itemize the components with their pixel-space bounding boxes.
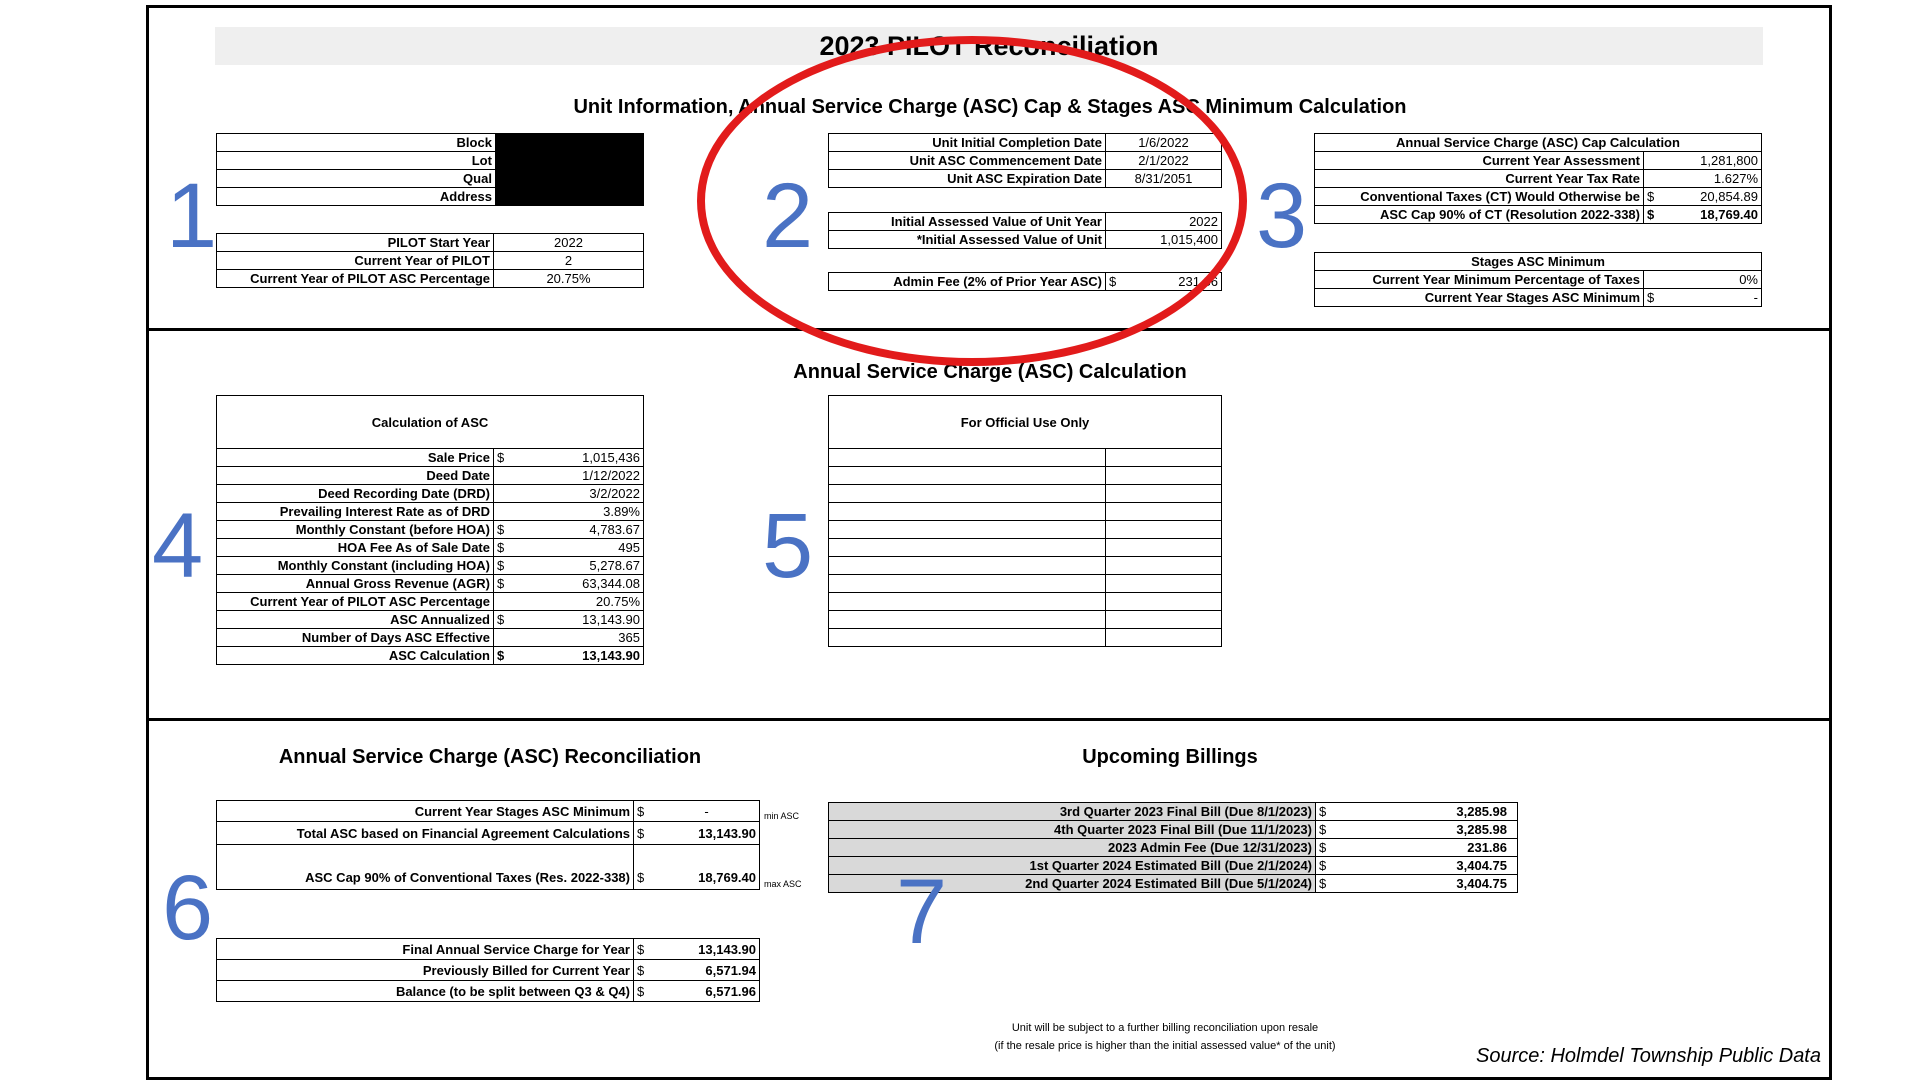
currency-symbol — [494, 629, 515, 647]
empty-cell[interactable] — [1106, 575, 1222, 593]
row-label: Total ASC based on Financial Agreement Calculations — [217, 822, 634, 845]
row-value: 1,015,400 — [1106, 231, 1222, 249]
currency-symbol: $ — [634, 960, 655, 981]
currency-symbol: $ — [1644, 188, 1661, 206]
table-title: For Official Use Only — [829, 396, 1222, 449]
row-value: 13,143.90 — [654, 939, 760, 960]
row-label: 3rd Quarter 2023 Final Bill (Due 8/1/2023) — [829, 803, 1316, 821]
section-divider-2 — [146, 718, 1832, 721]
table-row — [829, 539, 1222, 557]
row-label: Deed Recording Date (DRD) — [217, 485, 494, 503]
marker-7: 7 — [896, 861, 948, 963]
row-value: 20.75% — [494, 270, 644, 288]
redacted-value — [495, 134, 643, 152]
page-title: 2023 PILOT Reconciliation — [819, 31, 1159, 61]
row-label: Monthly Constant (including HOA) — [217, 557, 494, 575]
table-row — [217, 939, 760, 960]
row-label: ASC Calculation — [217, 647, 494, 665]
row-label: Monthly Constant (before HOA) — [217, 521, 494, 539]
table-row — [1315, 134, 1762, 152]
currency-symbol — [494, 503, 515, 521]
asc-cap-table — [1314, 133, 1762, 224]
currency-symbol: $ — [1316, 821, 1345, 839]
row-value: 8/31/2051 — [1106, 170, 1222, 188]
row-label: Deed Date — [217, 467, 494, 485]
row-label: *Initial Assessed Value of Unit — [829, 231, 1106, 249]
currency-symbol: $ — [634, 939, 655, 960]
table-row — [217, 845, 760, 890]
row-label: HOA Fee As of Sale Date — [217, 539, 494, 557]
empty-cell[interactable] — [1106, 557, 1222, 575]
table-row — [1315, 271, 1762, 289]
row-label: Current Year Stages ASC Minimum — [1315, 289, 1644, 307]
row-label: 2023 Admin Fee (Due 12/31/2023) — [829, 839, 1316, 857]
max-asc-tag: max ASC — [764, 879, 802, 889]
row-label: ASC Annualized — [217, 611, 494, 629]
heading-upcoming-billings: Upcoming Billings — [1082, 746, 1258, 768]
reconciliation-top-table — [216, 800, 760, 890]
table-title: Calculation of ASC — [217, 396, 644, 449]
empty-cell[interactable] — [829, 593, 1106, 611]
empty-cell[interactable] — [829, 629, 1106, 647]
table-row — [829, 521, 1222, 539]
currency-symbol: $ — [494, 539, 515, 557]
table-row — [829, 467, 1222, 485]
row-value: 63,344.08 — [514, 575, 644, 593]
row-label: Admin Fee (2% of Prior Year ASC) — [829, 273, 1106, 291]
marker-1: 1 — [166, 165, 218, 267]
currency-symbol: $ — [494, 449, 515, 467]
currency-symbol: $ — [1106, 273, 1127, 291]
table-row — [829, 449, 1222, 467]
table-row — [217, 575, 644, 593]
empty-cell[interactable] — [1106, 539, 1222, 557]
row-value: 3,404.75 — [1344, 857, 1518, 875]
row-value: 1,281,800 — [1660, 152, 1762, 170]
empty-cell[interactable] — [829, 467, 1106, 485]
empty-cell[interactable] — [829, 557, 1106, 575]
row-value: 5,278.67 — [514, 557, 644, 575]
marker-4: 4 — [152, 495, 204, 597]
reconciliation-bottom-table — [216, 938, 760, 1002]
table-row — [217, 981, 760, 1002]
table-row — [1315, 188, 1762, 206]
row-value: 4,783.67 — [514, 521, 644, 539]
row-value: 3.89% — [514, 503, 644, 521]
row-value: - — [1660, 289, 1762, 307]
row-label: Current Year of PILOT — [217, 252, 494, 270]
table-row — [829, 839, 1518, 857]
table-row — [829, 575, 1222, 593]
empty-cell[interactable] — [1106, 593, 1222, 611]
row-label: Current Year of PILOT ASC Percentage — [217, 270, 494, 288]
empty-cell[interactable] — [829, 485, 1106, 503]
empty-cell[interactable] — [829, 503, 1106, 521]
currency-symbol — [1644, 152, 1661, 170]
row-value: 20.75% — [514, 593, 644, 611]
row-label: Unit ASC Commencement Date — [829, 152, 1106, 170]
row-value: 2 — [494, 252, 644, 270]
currency-symbol: $ — [634, 801, 655, 822]
resale-note: Unit will be subject to a further billing reconciliation upon resale — [1011, 1022, 1319, 1034]
address-label: Address — [217, 188, 496, 206]
currency-symbol — [494, 593, 515, 611]
table-row — [217, 503, 644, 521]
row-label: Annual Gross Revenue (AGR) — [217, 575, 494, 593]
currency-symbol: $ — [634, 822, 655, 845]
row-label: Current Year Tax Rate — [1315, 170, 1644, 188]
row-value: 3/2/2022 — [514, 485, 644, 503]
row-value: 1,015,436 — [514, 449, 644, 467]
calculation-of-asc-table — [216, 395, 644, 665]
currency-symbol: $ — [1644, 289, 1661, 307]
table-row — [1315, 253, 1762, 271]
row-value: 1/12/2022 — [514, 467, 644, 485]
currency-symbol: $ — [494, 611, 515, 629]
unit-id-table — [216, 133, 644, 206]
pilot-info-table — [216, 233, 644, 288]
table-row — [217, 629, 644, 647]
row-label: Current Year of PILOT ASC Percentage — [217, 593, 494, 611]
empty-cell[interactable] — [1106, 485, 1222, 503]
table-row — [217, 449, 644, 467]
table-row — [217, 252, 644, 270]
empty-cell[interactable] — [829, 611, 1106, 629]
table-row — [217, 593, 644, 611]
redacted-value — [495, 152, 643, 170]
currency-symbol: $ — [494, 647, 515, 665]
row-label: Final Annual Service Charge for Year — [217, 939, 634, 960]
row-label: 2nd Quarter 2024 Estimated Bill (Due 5/1/2024) — [829, 875, 1316, 893]
empty-cell[interactable] — [829, 521, 1106, 539]
table-row — [829, 803, 1518, 821]
highlight-ellipse — [697, 36, 1247, 366]
currency-symbol: $ — [1644, 206, 1661, 224]
row-value: 3,285.98 — [1344, 821, 1518, 839]
row-label: Number of Days ASC Effective — [217, 629, 494, 647]
row-label: Prevailing Interest Rate as of DRD — [217, 503, 494, 521]
table-row — [217, 188, 644, 206]
table-title: Annual Service Charge (ASC) Cap Calculation — [1315, 134, 1762, 152]
row-label: Unit ASC Expiration Date — [829, 170, 1106, 188]
row-label: Previously Billed for Current Year — [217, 960, 634, 981]
row-value: 13,143.90 — [654, 822, 760, 845]
table-row — [1315, 152, 1762, 170]
row-label: Current Year Minimum Percentage of Taxes — [1315, 271, 1644, 289]
table-row — [217, 801, 760, 822]
table-row — [829, 503, 1222, 521]
empty-cell[interactable] — [1106, 521, 1222, 539]
table-row — [217, 467, 644, 485]
min-asc-tag: min ASC — [764, 811, 800, 821]
table-row — [217, 611, 644, 629]
row-value: 1/6/2022 — [1106, 134, 1222, 152]
qual-label: Qual — [217, 170, 496, 188]
table-row — [217, 234, 644, 252]
table-row — [829, 485, 1222, 503]
row-value: 231.86 — [1344, 839, 1518, 857]
currency-symbol: $ — [494, 575, 515, 593]
row-value: 13,143.90 — [514, 611, 644, 629]
resale-note-detail: (if the resale price is higher than the initial assessed value* of the unit) — [994, 1040, 1336, 1052]
currency-symbol: $ — [1316, 875, 1345, 893]
table-row — [829, 629, 1222, 647]
row-value: 13,143.90 — [514, 647, 644, 665]
currency-symbol: $ — [494, 521, 515, 539]
row-value: 18,769.40 — [654, 845, 760, 890]
row-label: Balance (to be split between Q3 & Q4) — [217, 981, 634, 1002]
empty-cell[interactable] — [1106, 503, 1222, 521]
empty-cell[interactable] — [829, 449, 1106, 467]
row-value: - — [654, 801, 760, 822]
row-value: 3,404.75 — [1344, 875, 1518, 893]
lot-label: Lot — [217, 152, 496, 170]
row-label: 1st Quarter 2024 Estimated Bill (Due 2/1/2024) — [829, 857, 1316, 875]
row-value: 231.86 — [1126, 273, 1222, 291]
table-title: Stages ASC Minimum — [1315, 253, 1762, 271]
currency-symbol — [1644, 271, 1661, 289]
table-row — [829, 593, 1222, 611]
row-value: 2022 — [1106, 213, 1222, 231]
source-credit: Source: Holmdel Township Public Data — [1476, 1045, 1821, 1067]
row-value: 6,571.96 — [654, 981, 760, 1002]
empty-cell[interactable] — [1106, 467, 1222, 485]
block-label: Block — [217, 134, 496, 152]
table-row — [829, 821, 1518, 839]
empty-cell[interactable] — [829, 575, 1106, 593]
currency-symbol: $ — [634, 845, 655, 890]
empty-cell[interactable] — [829, 539, 1106, 557]
heading-unit-info: Unit Information, Annual Service Charge (ASC) Cap & Stages ASC Minimum Calculation — [573, 96, 1407, 118]
empty-cell[interactable] — [1106, 629, 1222, 647]
currency-symbol: $ — [634, 981, 655, 1002]
table-row — [829, 396, 1222, 449]
stages-minimum-table — [1314, 252, 1762, 307]
table-row — [829, 557, 1222, 575]
empty-cell[interactable] — [1106, 611, 1222, 629]
row-label: Current Year Assessment — [1315, 152, 1644, 170]
row-label: Sale Price — [217, 449, 494, 467]
table-row — [1315, 289, 1762, 307]
row-value: 1.627% — [1660, 170, 1762, 188]
row-label: ASC Cap 90% of Conventional Taxes (Res. 2022-338) — [217, 845, 634, 890]
row-label: Current Year Stages ASC Minimum — [217, 801, 634, 822]
row-label: Conventional Taxes (CT) Would Otherwise be — [1315, 188, 1644, 206]
row-value: 3,285.98 — [1344, 803, 1518, 821]
table-row — [217, 485, 644, 503]
heading-asc-reconciliation: Annual Service Charge (ASC) Reconciliation — [278, 746, 702, 768]
row-value: 0% — [1660, 271, 1762, 289]
redacted-value — [495, 170, 643, 188]
row-label: Unit Initial Completion Date — [829, 134, 1106, 152]
table-row — [217, 521, 644, 539]
table-row — [1315, 206, 1762, 224]
row-label: 4th Quarter 2023 Final Bill (Due 11/1/2023) — [829, 821, 1316, 839]
currency-symbol: $ — [1316, 839, 1345, 857]
heading-asc-calculation: Annual Service Charge (ASC) Calculation — [793, 361, 1187, 383]
currency-symbol — [1644, 170, 1661, 188]
marker-6: 6 — [162, 857, 214, 959]
table-row — [217, 539, 644, 557]
table-row — [217, 152, 644, 170]
row-value: 6,571.94 — [654, 960, 760, 981]
row-label: PILOT Start Year — [217, 234, 494, 252]
currency-symbol — [494, 485, 515, 503]
table-row — [217, 270, 644, 288]
table-row — [217, 134, 644, 152]
currency-symbol — [494, 467, 515, 485]
currency-symbol: $ — [1316, 803, 1345, 821]
row-value: 20,854.89 — [1660, 188, 1762, 206]
marker-2: 2 — [762, 165, 814, 267]
table-row — [217, 170, 644, 188]
table-row — [217, 396, 644, 449]
table-row — [217, 960, 760, 981]
row-value: 2/1/2022 — [1106, 152, 1222, 170]
table-row — [1315, 170, 1762, 188]
row-value: 18,769.40 — [1660, 206, 1762, 224]
row-label: Initial Assessed Value of Unit Year — [829, 213, 1106, 231]
currency-symbol: $ — [1316, 857, 1345, 875]
row-value: 495 — [514, 539, 644, 557]
row-value: 2022 — [494, 234, 644, 252]
table-row — [217, 822, 760, 845]
row-label: ASC Cap 90% of CT (Resolution 2022-338) — [1315, 206, 1644, 224]
table-row — [217, 647, 644, 665]
official-use-table — [828, 395, 1222, 647]
currency-symbol: $ — [494, 557, 515, 575]
empty-cell[interactable] — [1106, 449, 1222, 467]
redacted-value — [495, 188, 643, 206]
marker-5: 5 — [762, 495, 814, 597]
row-value: 365 — [514, 629, 644, 647]
table-row — [829, 611, 1222, 629]
marker-3: 3 — [1256, 165, 1308, 267]
table-row — [217, 557, 644, 575]
